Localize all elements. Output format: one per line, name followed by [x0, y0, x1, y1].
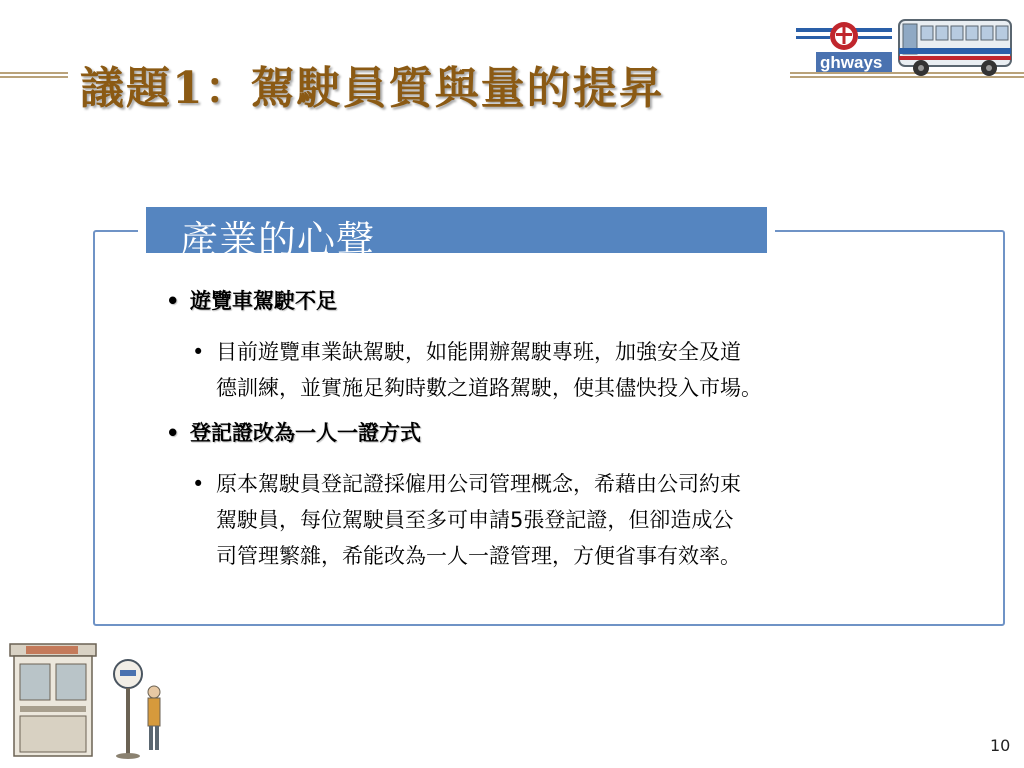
sub-bullet-item: [192, 466, 956, 574]
frame-header-title: 產業的心聲: [180, 218, 376, 262]
bullet-dot-icon: •: [192, 472, 205, 496]
frame-header: [138, 199, 775, 261]
sub-bullet-item: [192, 334, 956, 406]
sub-bullet-line: 司管理繁雜，希能改為一人一證管理，方便省事有效率。: [216, 544, 741, 568]
bullet-dot-icon: •: [166, 289, 180, 313]
sub-bullet-line: 駕駛員，每位駕駛員至多可申請5張登記證，但卻造成公: [216, 508, 734, 532]
page-number: 10: [990, 736, 1011, 755]
bullet-text: 遊覽車駕駛不足: [190, 289, 337, 313]
sub-bullet-line: 原本駕駛員登記證採僱用公司管理概念，希藉由公司約束: [216, 472, 741, 496]
bus-icon: [895, 14, 1015, 80]
logo-text: ghways: [820, 53, 883, 72]
bullet-text: 登記證改為一人一證方式: [190, 421, 421, 445]
slide-title: 議題1：駕駛員質與量的提昇: [80, 63, 665, 114]
bullet-item: [166, 286, 966, 316]
bullet-list: [166, 286, 966, 586]
bullet-dot-icon: •: [192, 340, 205, 364]
bullet-dot-icon: •: [166, 421, 180, 445]
bullet-item: [166, 418, 966, 448]
ticket-booth-icon: [8, 640, 168, 762]
title-decor-line-left: [0, 72, 68, 78]
highways-logo-icon: [796, 14, 892, 74]
sub-bullet-line: 目前遊覽車業缺駕駛，如能開辦駕駛專班，加強安全及道: [216, 340, 741, 364]
sub-bullet-line: 德訓練，並實施足夠時數之道路駕駛，使其儘快投入市場。: [216, 376, 762, 400]
